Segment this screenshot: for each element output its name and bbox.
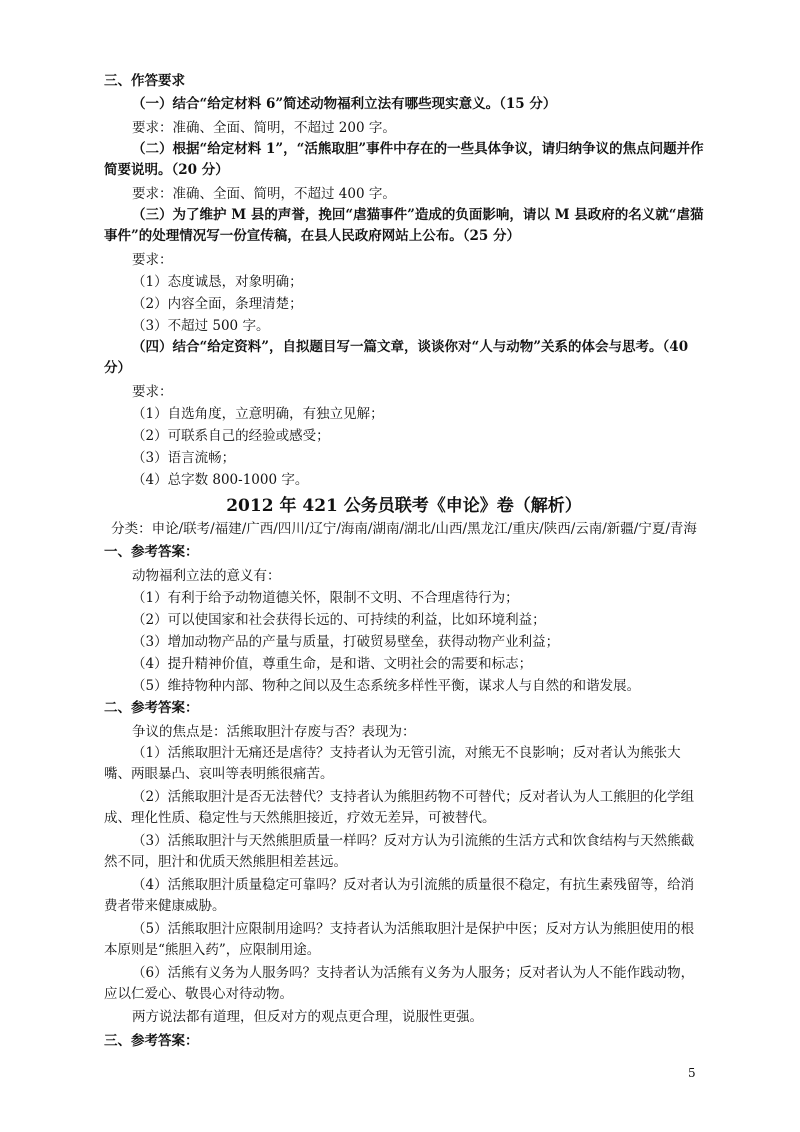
- answer-1-item: （1）有利于给予动物道德关怀，限制不文明、不合理虐待行为；: [132, 590, 519, 606]
- answer-1-item: （2）可以使国家和社会获得长远的、可持续的利益，比如环境利益；: [132, 612, 546, 628]
- question-3-requirement-item: （1）态度诚恳，对象明确；: [132, 274, 303, 290]
- answer-1-intro: 动物福利立法的意义有：: [132, 568, 281, 584]
- question-4-requirement-item: （1）自选角度，立意明确，有独立见解；: [132, 406, 384, 422]
- answer-1-heading: 一、参考答案：: [104, 544, 199, 560]
- answer-2-paragraph: （6）活熊有义务为人服务吗？支持者认为活熊有义务为人服务；反对者认为人不能作践动物，应以仁爱心、敬畏心对待动物。: [104, 965, 695, 1002]
- question-3-requirement-label: 要求：: [132, 252, 173, 268]
- question-4-requirement-item: （3）语言流畅；: [132, 450, 236, 466]
- question-4-requirement-item: （2）可联系自己的经验或感受；: [132, 428, 330, 444]
- section-title: 2012 年 421 公务员联考《申论》卷（解析）: [226, 496, 582, 516]
- answer-2-paragraph: （5）活熊取胆汁应限制用途吗？支持者认为活熊取胆汁是保护中医；反对方认为熊胆使用的根本原则是“熊胆入药”，应限制用途。: [104, 921, 695, 958]
- question-2-requirement: 要求：准确、全面、简明，不超过 400 字。: [132, 186, 396, 202]
- question-4-requirement-label: 要求：: [132, 384, 173, 400]
- section3-heading: 三、作答要求: [104, 73, 185, 89]
- question-4: （四）结合“给定资料”，自拟题目写一篇文章，谈谈你对“人与动物”关系的体会与思考。（40 分）: [104, 339, 689, 376]
- question-2: （二）根据“给定材料 1”，“活熊取胆”事件中存在的一些具体争议，请归纳争议的焦点问题并作简要说明。（20 分）: [104, 141, 704, 178]
- answer-2-conclusion: 两方说法都有道理，但反对方的观点更合理，说服性更强。: [132, 1009, 483, 1025]
- answer-3-heading: 三、参考答案：: [104, 1033, 199, 1049]
- answer-2-paragraph: （3）活熊取胆汁与天然熊胆质量一样吗？反对方认为引流熊的生活方式和饮食结构与天然熊截然不同，胆汁和优质天然熊胆相差甚远。: [104, 833, 695, 870]
- answer-2-paragraph: （4）活熊取胆汁质量稳定可靠吗？反对者认为引流熊的质量很不稳定，有抗生素残留等，给消费者带来健康威胁。: [104, 877, 695, 914]
- question-1: （一）结合“给定材料 6”简述动物福利立法有哪些现实意义。（15 分）: [132, 96, 557, 112]
- question-3-requirement-item: （2）内容全面，条理清楚；: [132, 296, 303, 312]
- question-1-requirement: 要求：准确、全面、简明，不超过 200 字。: [132, 120, 396, 136]
- question-3-requirement-item: （3）不超过 500 字。: [132, 318, 270, 334]
- answer-2-paragraph: （1）活熊取胆汁无痛还是虐待？支持者认为无管引流，对熊无不良影响；反对者认为熊张大嘴、两眼暴凸、哀叫等表明熊很痛苦。: [104, 745, 681, 782]
- page-number: 5: [688, 1066, 696, 1080]
- category-line: 分类：申论/联考/福建/广西/四川/辽宁/海南/湖南/湖北/山西/黑龙江/重庆/陕西/云南/新疆/宁夏/青海: [111, 521, 697, 537]
- question-3: （三）为了维护 M 县的声誉，挽回“虐猫事件”造成的负面影响，请以 M 县政府的名义就“虐猫事件”的处理情况写一份宣传稿，在县人民政府网站上公布。（25 分）: [104, 207, 704, 244]
- page-content: [104, 70, 704, 1054]
- answer-1-item: （4）提升精神价值，尊重生命，是和谐、文明社会的需要和标志；: [132, 656, 533, 672]
- answer-2-paragraph: （2）活熊取胆汁是否无法替代？支持者认为熊胆药物不可替代；反对者认为人工熊胆的化学组成、理化性质、稳定性与天然熊胆接近，疗效无差异，可被替代。: [104, 789, 695, 826]
- question-4-requirement-item: （4）总字数 800-1000 字。: [132, 472, 309, 488]
- answer-1-item: （5）维持物种内部、物种之间以及生态系统多样性平衡，谋求人与自然的和谐发展。: [132, 678, 641, 694]
- answer-1-item: （3）增加动物产品的产量与质量，打破贸易壁垒，获得动物产业利益；: [132, 634, 560, 650]
- answer-2-heading: 二、参考答案：: [104, 700, 199, 716]
- answer-2-intro: 争议的焦点是：活熊取胆汁存废与否？表现为：: [132, 724, 416, 740]
